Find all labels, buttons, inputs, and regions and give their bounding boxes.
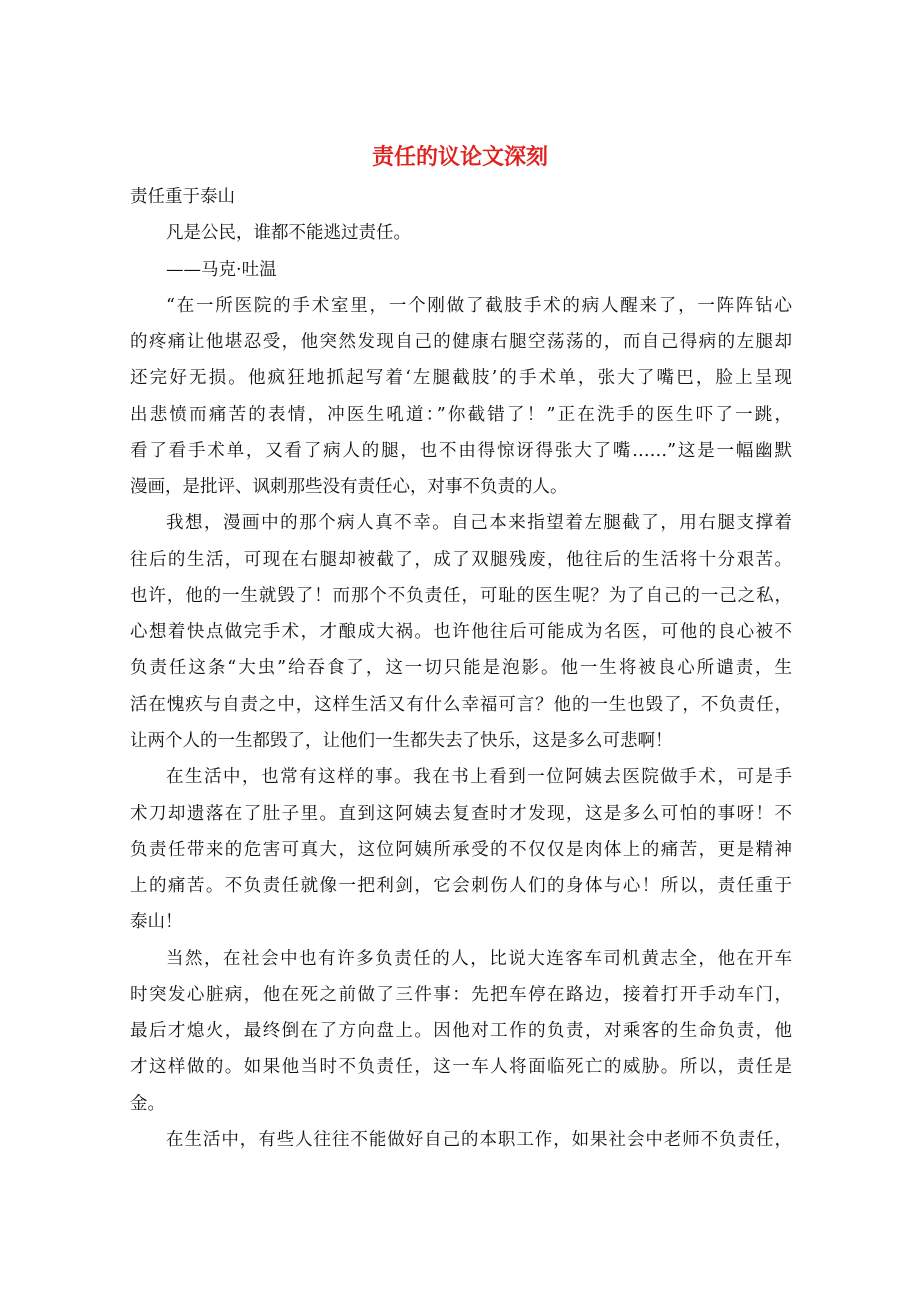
text-line: “在一所医院的手术室里，一个刚做了截肢手术的病人醒来了，一阵阵钻心 xyxy=(166,295,792,316)
document-body xyxy=(130,179,792,1158)
text-line: 的疼痛让他堪忍受，他突然发现自己的健康右腿空荡荡的，而自己得病的左腿却 xyxy=(130,332,792,353)
text-line: 上的痛苦。不负责任就像一把利剑，它会刺伤人们的身体与心！所以，责任重于 xyxy=(130,876,792,897)
text-line: 出悲愤而痛苦的表情，冲医生吼道：”你截错了！”正在洗手的医生吓了一跳， xyxy=(130,404,792,425)
text-line: 凡是公民，谁都不能逃过责任。 xyxy=(166,223,411,244)
text-line: 漫画，是批评、讽刺那些没有责任心，对事不负责的人。 xyxy=(130,477,568,498)
text-line: 责任重于泰山 xyxy=(130,187,235,207)
text-line: 还完好无损。他疯狂地抓起写着‘左腿截肢’的手术单，张大了嘴巴，脸上呈现 xyxy=(130,368,792,389)
text-line: 看了看手术单，又看了病人的腿，也不由得惊讶得张大了嘴……”这是一幅幽默 xyxy=(130,440,792,461)
text-line: 我想，漫画中的那个病人真不幸。自己本来指望着左腿截了，用右腿支撑着 xyxy=(166,513,792,534)
text-line: 才这样做的。如果他当时不负责任，这一车人将面临死亡的威胁。所以，责任是 xyxy=(130,1057,792,1078)
text-line: 活在愧疚与自责之中，这样生活又有什么幸福可言？他的一生也毁了，不负责任， xyxy=(130,694,792,715)
text-line: 最后才熄火，最终倒在了方向盘上。因他对工作的负责，对乘客的生命负责，他 xyxy=(130,1021,792,1042)
text-line: 在生活中，有些人往往不能做好自己的本职工作，如果社会中老师不负责任， xyxy=(166,1129,792,1150)
text-line: 负责任带来的危害可真大，这位阿姨所承受的不仅仅是肉体上的痛苦，更是精神 xyxy=(130,839,792,860)
text-line: 金。 xyxy=(130,1093,165,1114)
text-line: 往后的生活，可现在右腿却被截了，成了双腿残废，他往后的生活将十分艰苦。 xyxy=(130,549,792,570)
text-line: 心想着快点做完手术，才酿成大祸。也许他往后可能成为名医，可他的良心被不 xyxy=(130,622,792,643)
text-line: ——马克·吐温 xyxy=(166,259,277,280)
text-line: 也许，他的一生就毁了！而那个不负责任，可耻的医生呢？为了自己的一己之私， xyxy=(130,585,792,606)
text-line: 当然，在社会中也有许多负责任的人，比说大连客车司机黄志全，他在开车 xyxy=(166,948,792,969)
text-line: 时突发心脏病，他在死之前做了三件事：先把车停在路边，接着打开手动车门， xyxy=(130,984,792,1005)
text-line: 让两个人的一生都毁了，让他们一生都失去了快乐，这是多么可悲啊！ xyxy=(130,730,673,751)
document-title: 责任的议论文深刻 xyxy=(371,144,548,170)
text-line: 负责任这条“大虫”给吞食了，这一切只能是泡影。他一生将被良心所谴责，生 xyxy=(130,658,792,679)
text-line: 在生活中，也常有这样的事。我在书上看到一位阿姨去医院做手术，可是手 xyxy=(166,767,792,788)
text-line: 泰山！ xyxy=(130,912,183,933)
text-line: 术刀却遗落在了肚子里。直到这阿姨去复查时才发现，这是多么可怕的事呀！不 xyxy=(130,803,792,824)
